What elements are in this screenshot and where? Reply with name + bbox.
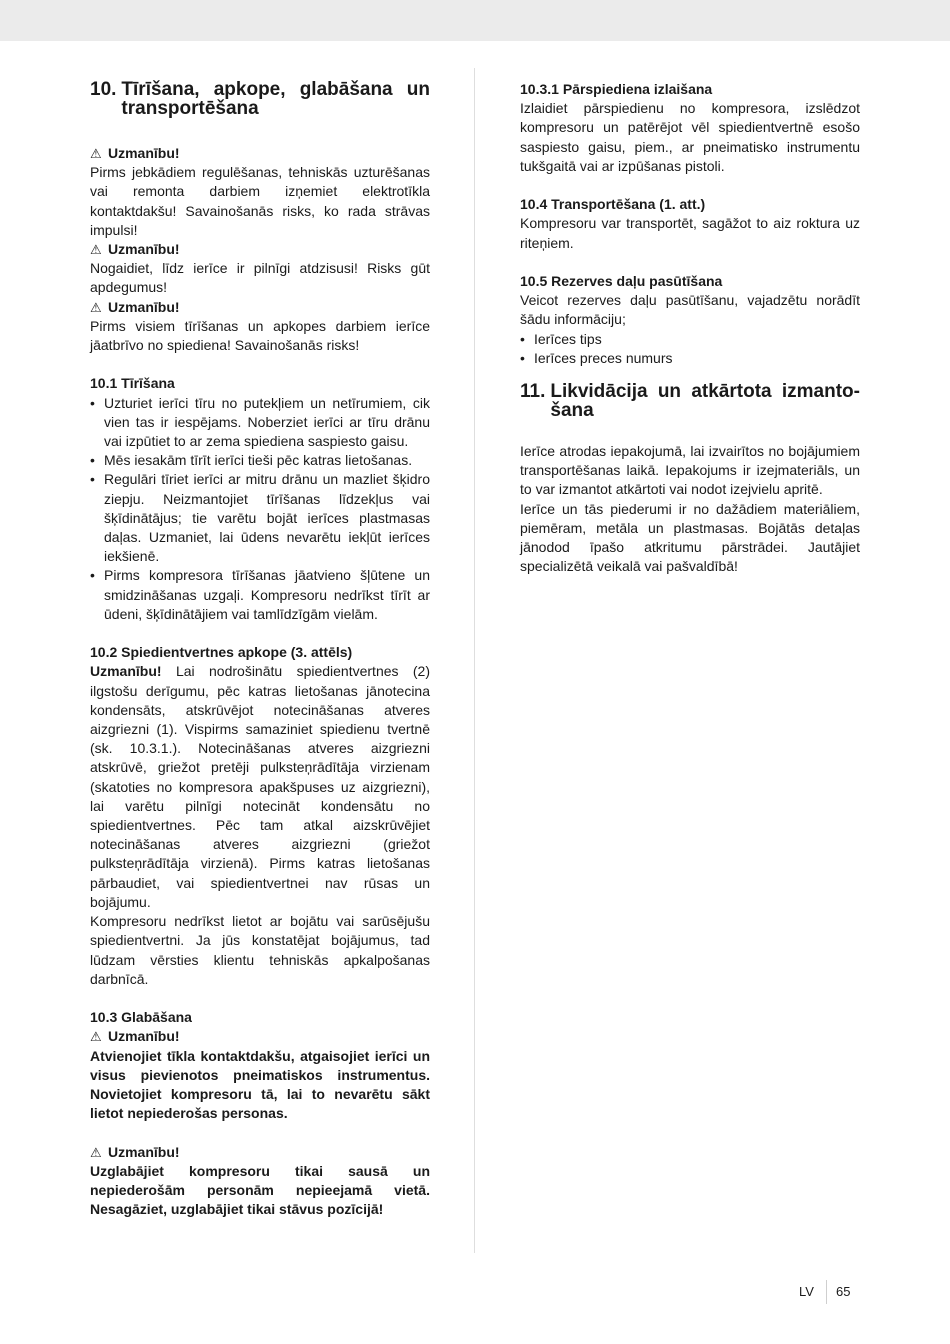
right-column <box>520 80 860 576</box>
section-10-3-1-text: Izlaidiet pārspiedienu no kompresora, izslēdzot kompresoru un patērējot vēl spiedientvertnē esošo saspiesto gaisu, piem., ar pneimatisko instrumentu tukšgaitā vai ar izpūšanas pistoli. <box>520 100 860 174</box>
section-10-2-lead: Uzmanību! <box>90 663 162 680</box>
warning-1 <box>90 144 430 163</box>
section-10-2-text2: Kompresoru nedrīkst lietot ar bojātu vai sarūsējušu spiedientvertni. Ja jūs konstatējat bojājumus, tad lūdzam vērsties klientu tehniskās apkalpošanas darbnīcā. <box>90 913 430 987</box>
warning-triangle-icon: ⚠ <box>90 299 102 315</box>
warning-1-text: Pirms jebkādiem regulēšanas, tehniskās uzturēšanas vai remonta darbiem izņemiet elektrotīkla kontaktdakšu! Savainošanās risks, ko rada strāvas impulsi! <box>90 164 430 238</box>
list-item: • Uzturiet ierīci tīru no putekļiem un netīrumiem, cik vien tas ir iespējams. Noberziet ierīci ar tīru drānu vai izpūtiet to ar zema spiediena saspiesto gaisu. <box>90 394 430 452</box>
section-11-title-line2: šana <box>550 400 594 422</box>
warning-3-text: Pirms visiem tīrīšanas un apkopes darbiem ierīce jāatbrīvo no spiediena! Savainošanās risks! <box>90 317 430 354</box>
section-10-3-title: 10.3 Glabāšana <box>90 1009 192 1026</box>
warning-triangle-icon: ⚠ <box>90 242 102 258</box>
section-10-number: 10. <box>90 79 117 100</box>
warning-2-label: Uzmanību! <box>108 241 180 258</box>
list-item: • Mēs iesakām tīrīt ierīci tieši pēc katras lietošanas. <box>90 451 430 470</box>
warning-2-text: Nogaidiet, līdz ierīce ir pilnīgi atdzisusi! Risks gūt apdegumus! <box>90 260 430 296</box>
page-number: 65 <box>836 1284 851 1299</box>
section-10-2-text <box>90 662 430 912</box>
left-column <box>90 80 430 1219</box>
footer-separator <box>826 1280 827 1304</box>
storage-warning-1 <box>90 1027 430 1046</box>
section-11-heading <box>520 382 860 420</box>
section-10-5-list <box>520 330 860 368</box>
storage-warning-1-label: Uzmanību! <box>108 1028 180 1045</box>
storage-warning-2-text: Uzglabājiet kompresoru tikai sausā un nepiederošām personām nepieejamā vietā. Nesagāziet, uzglabājiet tikai stāvus pozīcijā! <box>90 1162 430 1218</box>
section-11-text-1: Ierīce atrodas iepakojumā, lai izvairītos no bojājumiem transportēšanas laikā. Iepakojums ir izejmateriāls, un to var izmantot atkārtoti vai nodot izejvielu apritē. <box>520 443 860 498</box>
section-10-5-text: Veicot rezerves daļu pasūtīšanu, vajadzētu norādīt šādu informāciju; <box>520 292 860 328</box>
warning-triangle-icon: ⚠ <box>90 146 102 162</box>
section-10-title-line1: Tīrīšana, apkope, glabāšana un <box>121 79 430 100</box>
list-item: • Ierīces preces numurs <box>520 349 860 368</box>
warning-2 <box>90 240 430 259</box>
section-10-4-text: Kompresoru var transportēt, sagāžot to aiz roktura uz riteņiem. <box>520 215 860 251</box>
section-10-1-list <box>90 394 430 624</box>
section-10-title-line2: transportēšana <box>121 98 259 119</box>
top-band <box>0 0 950 41</box>
warning-1-label: Uzmanību! <box>108 145 180 161</box>
warning-3 <box>90 298 430 317</box>
section-10-5-title: 10.5 Rezerves daļu pasūtīšana <box>520 273 723 289</box>
column-divider <box>474 68 475 1253</box>
storage-warning-1-text: Atvienojiet tīkla kontaktdakšu, atgaisojiet ierīci un visus pievienotos pneimatiskos instrumentus. Novietojiet kompresoru tā, lai to nevarētu sākt lietot nepiederošas personas. <box>90 1047 430 1122</box>
list-item: • Ierīces tips <box>520 330 860 349</box>
section-10-1-title: 10.1 Tīrīšana <box>90 375 175 392</box>
storage-warning-2 <box>90 1143 430 1162</box>
warning-triangle-icon: ⚠ <box>90 1144 102 1160</box>
section-10-heading <box>90 80 430 118</box>
section-11-title-line1: Likvidācija un atkārtota izmanto- <box>550 381 860 403</box>
list-item: • Pirms kompresora tīrīšanas jāatvieno šļūtene un smidzināšanas uzgaļi. Kompresoru nedrīkst tīrīt ar ūdeni, šķīdinātājiem vai tamlīdzīgām vielām. <box>90 566 430 624</box>
section-10-2-body: Lai nodrošinātu spiedientvertnes (2) ilgstošu derīgumu, pēc katras lietošanas jānotecina kondensāts, atskrūvējot notecināšanas atveres aizgriezni (1). Vispirms samaziniet spiedienu tvertnē (sk. 10.3.1.). Notecināšanas atveres aizgriezni atskrūvē, griežot pretēji pulksteņrādītāja virzienam (skatoties no kompresora apakšpuses uz aizgriezni), lai varētu pilnīgi notecināt kondensātu no spiedientvertnes. Pēc tam atkal aizskrūvējiet notecināšanas atveres aizgriezni (griežot pulksteņrādītāja virzienā). Pirms katras lietošanas pārbaudiet, vai spiedientvertnei nav rūsas un bojājumu. <box>90 663 431 910</box>
list-item: • Regulāri tīriet ierīci ar mitru drānu un mazliet šķidro ziepju. Neizmantojiet tīrīšanas līdzekļus vai šķīdinātājus; tie varētu bojāt ierīces plastmasas daļas. Uzmaniet, lai ūdens nevarētu iekļūt ierīces iekšienē. <box>90 470 430 566</box>
warning-triangle-icon: ⚠ <box>90 1029 102 1045</box>
section-11-number: 11. <box>520 381 546 403</box>
section-10-4-title: 10.4 Transportēšana (1. att.) <box>520 196 706 213</box>
storage-warning-2-label: Uzmanību! <box>108 1143 180 1160</box>
section-11-text-2: Ierīce un tās piederumi ir no dažādiem materiāliem, piemēram, metāla un plastmasas. Bojātās detaļas jānodod īpašo atkritumu pārstrādei. Jautājiet specializētā veikalā vai pašvaldībā! <box>520 500 860 575</box>
section-10-2-title: 10.2 Spiedientvertnes apkope (3. attēls) <box>90 644 353 661</box>
footer-language: LV <box>799 1284 814 1299</box>
warning-3-label: Uzmanību! <box>108 298 180 315</box>
section-10-3-1-title: 10.3.1 Pārspiediena izlaišana <box>520 81 713 97</box>
